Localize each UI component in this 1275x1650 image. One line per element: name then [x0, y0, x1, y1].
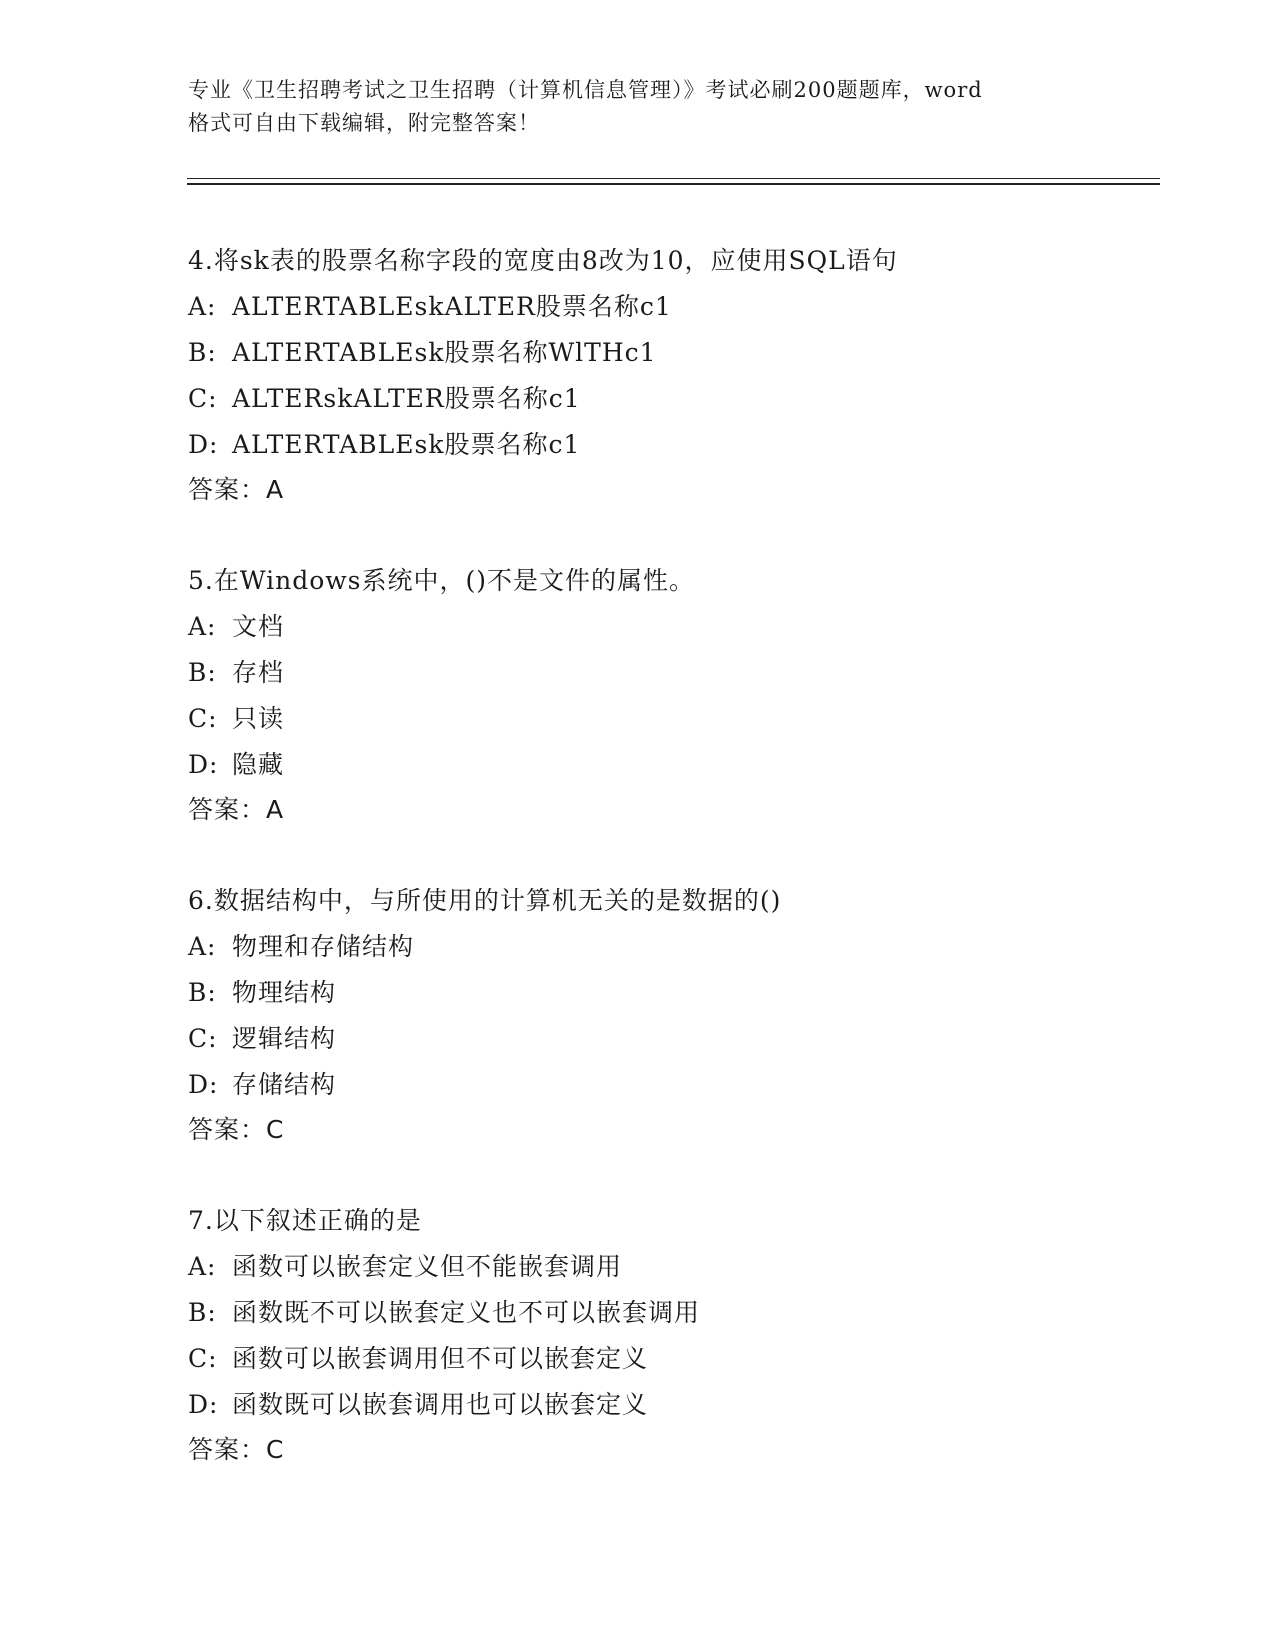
- option-c: [188, 1336, 1148, 1382]
- option-text: 函数既不可以嵌套定义也不可以嵌套调用: [232, 1298, 701, 1327]
- option-b: [188, 970, 1148, 1016]
- answer-line: 答案：A: [188, 795, 285, 824]
- option-a: [188, 284, 1148, 330]
- option-key: D:: [188, 750, 219, 779]
- option-key: C:: [188, 1344, 218, 1373]
- option-d: [188, 1062, 1148, 1108]
- question-stem: 7.以下叙述正确的是: [188, 1206, 422, 1235]
- option-d: [188, 422, 1148, 468]
- option-text: ALTERTABLEsk股票名称WlTHc1: [232, 338, 657, 367]
- option-d: [188, 742, 1148, 788]
- option-key: A:: [188, 292, 217, 321]
- option-c: [188, 376, 1148, 422]
- option-key: A:: [188, 1252, 217, 1281]
- question-stem: 4.将sk表的股票名称字段的宽度由8改为10，应使用SQL语句: [188, 246, 898, 275]
- option-text: 物理和存储结构: [232, 932, 415, 961]
- option-text: 函数可以嵌套调用但不可以嵌套定义: [232, 1344, 649, 1373]
- option-text: 只读: [232, 704, 285, 733]
- option-d: [188, 1382, 1148, 1428]
- header-note-line2: 格式可自由下载编辑，附完整答案！: [188, 111, 540, 135]
- option-text: ALTERTABLEsk股票名称c1: [232, 430, 581, 459]
- answer-line: 答案：C: [188, 1435, 285, 1464]
- answer-line: 答案：C: [188, 1115, 285, 1144]
- option-c: [188, 696, 1148, 742]
- option-a: [188, 924, 1148, 970]
- option-text: 函数既可以嵌套调用也可以嵌套定义: [232, 1390, 649, 1419]
- option-key: B:: [188, 658, 217, 687]
- header-divider-top: [187, 178, 1160, 179]
- question-item: [188, 1198, 1148, 1472]
- option-text: 物理结构: [232, 978, 337, 1007]
- header-note-line1: 专业《卫生招聘考试之卫生招聘（计算机信息管理）》考试必刷200题题库，word: [188, 78, 983, 102]
- option-b: [188, 650, 1148, 696]
- option-c: [188, 1016, 1148, 1062]
- question-item: [188, 878, 1148, 1152]
- option-key: C:: [188, 1024, 218, 1053]
- option-b: [188, 1290, 1148, 1336]
- answer-line: 答案：A: [188, 475, 285, 504]
- option-b: [188, 330, 1148, 376]
- option-key: C:: [188, 704, 218, 733]
- option-key: B:: [188, 338, 217, 367]
- option-text: 存档: [232, 658, 285, 687]
- option-text: 逻辑结构: [232, 1024, 337, 1053]
- question-list: [188, 238, 1148, 1518]
- option-a: [188, 604, 1148, 650]
- option-key: D:: [188, 430, 219, 459]
- option-text: 存储结构: [232, 1070, 337, 1099]
- option-text: 文档: [232, 612, 285, 641]
- header-divider-bottom: [187, 183, 1160, 185]
- option-key: C:: [188, 384, 218, 413]
- option-key: B:: [188, 978, 217, 1007]
- option-key: D:: [188, 1390, 219, 1419]
- question-stem: 5.在Windows系统中，()不是文件的属性。: [188, 566, 695, 595]
- option-key: A:: [188, 612, 217, 641]
- option-text: 隐藏: [232, 750, 285, 779]
- option-key: A:: [188, 932, 217, 961]
- option-key: D:: [188, 1070, 219, 1099]
- question-stem: 6.数据结构中，与所使用的计算机无关的是数据的(): [188, 886, 782, 915]
- option-text: ALTERskALTER股票名称c1: [232, 384, 581, 413]
- question-item: [188, 238, 1148, 512]
- option-text: 函数可以嵌套定义但不能嵌套调用: [232, 1252, 623, 1281]
- question-item: [188, 558, 1148, 832]
- option-text: ALTERTABLEskALTER股票名称c1: [232, 292, 672, 321]
- option-a: [188, 1244, 1148, 1290]
- option-key: B:: [188, 1298, 217, 1327]
- header-note: [188, 74, 1088, 140]
